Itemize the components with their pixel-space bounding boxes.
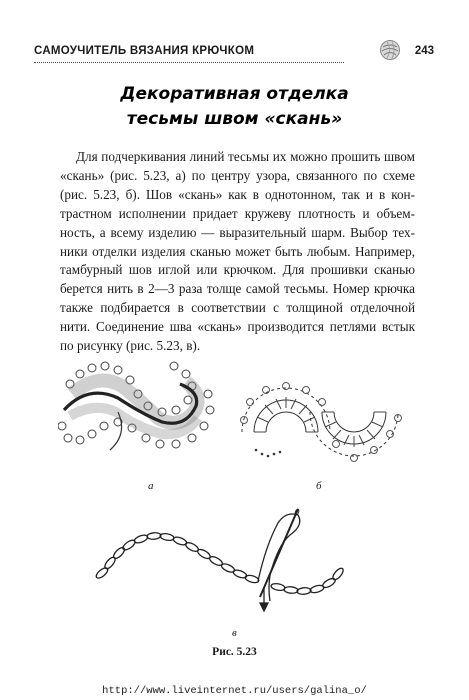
section-title-line-1: Декоративная отделка <box>120 84 349 104</box>
figure-label-b: б <box>316 480 322 492</box>
yarn-ball-icon <box>379 39 401 61</box>
text-line: трастном исполнении придает кружеву плотность и объем- <box>60 205 415 221</box>
figure-label-c: в <box>232 627 237 639</box>
figure-caption: Рис. 5.23 <box>212 646 257 658</box>
text-line: берется нить в 2—3 раза толще самой тесьмы. Номер крючка <box>60 281 415 297</box>
text-line: Для подчеркивания линий тесьмы их можно прошить швом <box>76 149 415 164</box>
text-line: по рисунку (рис. 5.23, в). <box>60 338 201 354</box>
chain-stitch-illustration <box>92 505 354 623</box>
section-title-line-2: тесьмы швом «скань» <box>126 109 343 129</box>
source-watermark: http://www.liveinternet.ru/users/galina_o/ <box>102 685 367 697</box>
text-line: нити. Соединение шва «скань» производится петлями встык <box>60 319 415 335</box>
running-title: САМОУЧИТЕЛЬ ВЯЗАНИЯ КРЮЧКОМ <box>34 45 255 57</box>
header-divider <box>34 62 344 63</box>
crochet-chart-diagram <box>236 372 406 472</box>
text-line: тамбурный шов иглой или крючком. Для прошивки сканью <box>60 262 415 278</box>
text-line: «скань» (рис. 5.23, а) по центру узора, связанного по схеме <box>60 167 415 183</box>
text-line: также подбирается в соответствии с толщиной отделочной <box>60 300 415 316</box>
figure-label-a: а <box>148 480 154 492</box>
lace-band-illustration <box>58 354 226 462</box>
body-paragraph <box>60 148 415 356</box>
page-number: 243 <box>414 45 434 57</box>
text-line: (рис. 5.23, б). Шов «скань» как в однотонном, так и в кон- <box>60 186 415 202</box>
section-title <box>0 82 469 132</box>
text-line: ники отделки изделия сканью может быть любым. Например, <box>60 243 415 259</box>
text-line: ность, а всему изделию — выразительный шарм. Выбор тех- <box>60 224 415 240</box>
